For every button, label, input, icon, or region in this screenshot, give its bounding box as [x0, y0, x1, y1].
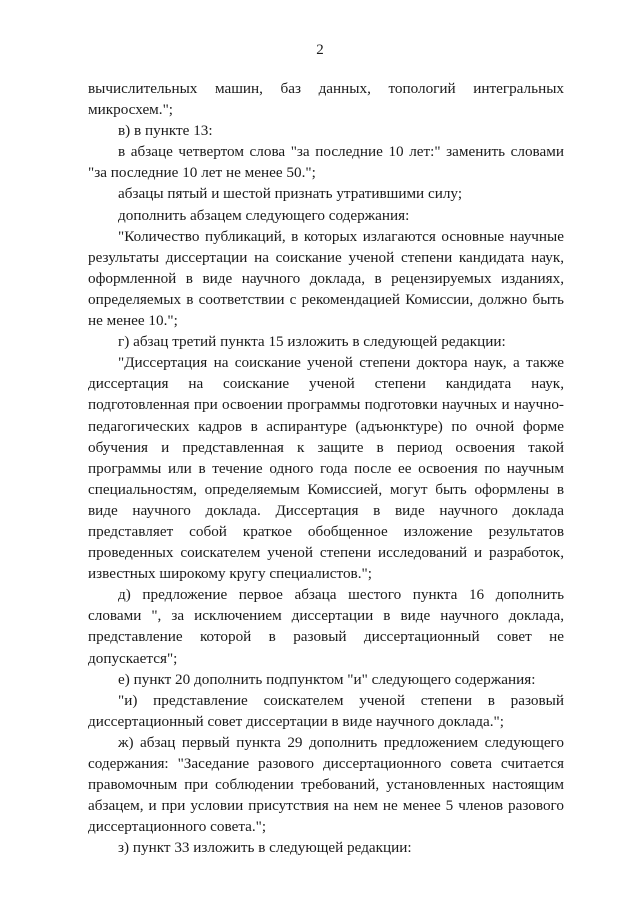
paragraph-quote-subitem-i: "и) представление соискателем ученой степени в разовый диссертационный совет диссертации в виде научного доклада."; — [88, 691, 564, 730]
paragraph-item-v-sub3: дополнить абзацем следующего содержания: — [118, 206, 410, 224]
paragraph-item-e: е) пункт 20 дополнить подпунктом "и" следующего содержания: — [118, 670, 536, 688]
paragraph-item-zh: ж) абзац первый пункта 29 дополнить предложением следующего содержания: "Заседание разового диссертационного совета считается правомочным при соблюдении требований, установленных настоящим абзацем, и при условии присутствия на нем не менее 5 членов разового диссертационного совета."; — [88, 733, 564, 836]
paragraph-item-g: г) абзац третий пункта 15 изложить в следующей редакции: — [118, 333, 506, 351]
paragraph-item-z: з) пункт 33 изложить в следующей редакции: — [118, 839, 412, 857]
document-body — [88, 78, 564, 858]
paragraph-item-v-sub2: абзацы пятый и шестой признать утратившими силу; — [118, 185, 463, 203]
paragraph-continuation: вычислительных машин, баз данных, топологий интегральных микросхем."; — [88, 80, 564, 119]
paragraph-item-v-sub1: в абзаце четвертом слова "за последние 10 лет:" заменить словами "за последние 10 лет не менее 50."; — [88, 143, 564, 182]
paragraph-quote-publications: "Количество публикаций, в которых излагаются основные научные результаты диссертации на соискание ученой степени кандидата наук, оформленной в виде научного доклада, в рецензируемых изданиях, определяемых в соответствии с рекомендацией Комиссии, должно быть не менее 10."; — [88, 227, 564, 330]
page-number: 2 — [316, 42, 324, 58]
paragraph-item-v: в) в пункте 13: — [118, 122, 213, 140]
paragraph-quote-dissertation: "Диссертация на соискание ученой степени доктора наук, а также диссертация на соискание ученой степени кандидата наук, подготовленная при освоении программы подготовки научных и научно-педагогических кадров в аспирантуре (адъюнктуре) по очной форме обучения и представленная к защите в период освоения такой программы или в течение одного года после ее освоения по научным специальностям, определяемым Комиссией, могут быть оформлены в виде научного доклада. Диссертация в виде научного доклада представляет собой краткое обобщенное изложение результатов проведенных соискателем ученой степени исследований и разработок, известных широкому кругу специалистов."; — [88, 354, 564, 583]
paragraph-item-d: д) предложение первое абзаца шестого пункта 16 дополнить словами ", за исключением диссертации в виде научного доклада, представление которой в разовый диссертационный совет не допускается"; — [88, 586, 564, 667]
